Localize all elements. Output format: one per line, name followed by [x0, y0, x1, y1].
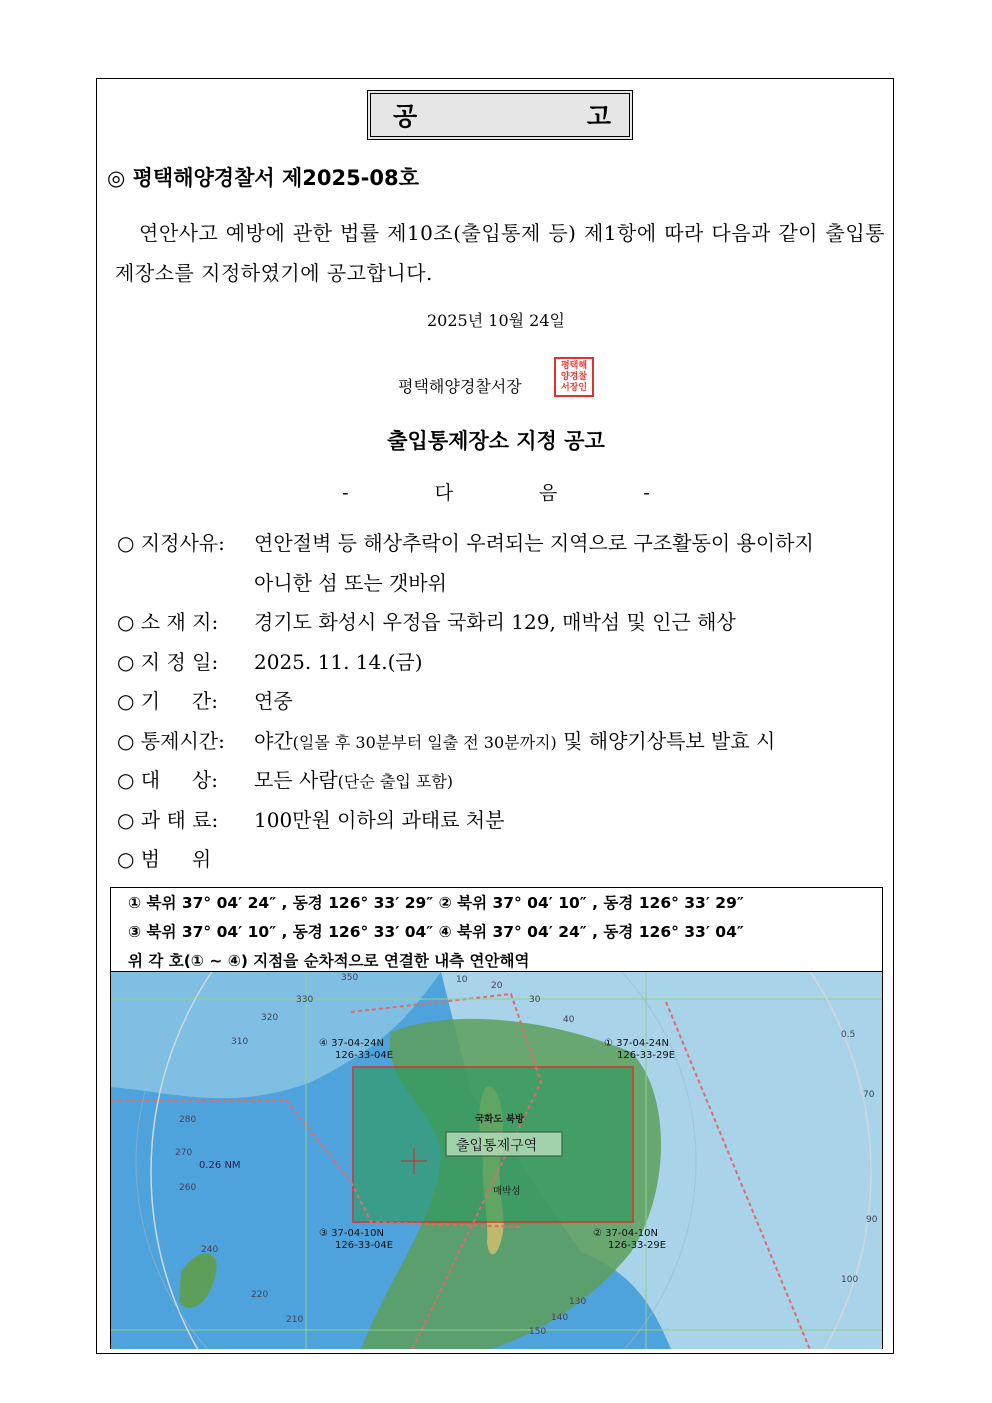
coord-line-1: ① 북위 37° 04′ 24″ , 동경 126° 33′ 29″ ② 북위 37° 04′ 10″ , 동경 126° 33′ 29″ — [128, 894, 744, 912]
point-2-a: ② 37-04-10N — [593, 1228, 659, 1239]
compass-140: 130 — [569, 1297, 587, 1307]
notice-date: 2025년 10월 24일 — [427, 311, 565, 330]
north-label: 국화도 북방 — [475, 1114, 525, 1125]
compass-280: 280 — [179, 1115, 197, 1125]
compass-210: 210 — [286, 1315, 304, 1325]
intro-paragraph: 연안사고 예방에 관한 법률 제10조(출입통제 등) 제1항에 따라 다음과 같이 출입통제장소를 지정하였기에 공고합니다. — [115, 221, 885, 285]
daum-divider: - 다 음 - — [342, 482, 650, 504]
compass-160: 150 — [529, 1327, 547, 1337]
item-date: ○ 지 정 일: 2025. 11. 14.(금) — [117, 649, 423, 674]
compass-310: 310 — [231, 1037, 249, 1047]
item-target: ○ 대 상: 모든 사람(단순 출입 포함) — [117, 768, 454, 793]
item-location: ○ 소 재 지: 경기도 화성시 우정읍 국화리 129, 매박섬 및 인근 해상 — [117, 610, 736, 635]
compass-110: 100 — [841, 1275, 859, 1285]
range-label: 0.26 NM — [199, 1160, 241, 1171]
item-time: ○ 통제시간: 야간(일몰 후 30분부터 일출 전 30분까지) 및 해양기상특보 발효 시 — [117, 728, 776, 753]
official-seal: 평택해 양경찰 서장인 — [554, 357, 594, 397]
item-period: ○ 기 간: 연중 — [117, 689, 293, 714]
coord-line-2: ③ 북위 37° 04′ 10″ , 동경 126° 33′ 04″ ④ 북위 37° 04′ 24″ , 동경 126° 33′ 04″ — [128, 923, 744, 941]
item-reason-cont: 아니한 섬 또는 갯바위 — [254, 570, 447, 595]
compass-70: 0.5 — [841, 1030, 856, 1040]
point-3-a: ③ 37-04-10N — [319, 1228, 385, 1239]
item-range: ○ 범 위 — [117, 847, 212, 872]
subtitle: 출입통제장소 지정 공고 — [387, 429, 605, 453]
item-fine: ○ 과 태 료: 100만원 이하의 과태료 처분 — [117, 807, 505, 832]
notice-number: ◎ 평택해양경찰서 제2025-08호 — [107, 166, 419, 190]
chart-map — [111, 971, 882, 1349]
compass-40: 40 — [563, 1015, 575, 1025]
compass-100: 90 — [866, 1215, 878, 1225]
point-4-b: 126-33-04E — [335, 1050, 394, 1061]
point-2-b: 126-33-29E — [608, 1240, 667, 1251]
compass-240: 240 — [201, 1245, 219, 1255]
compass-350: 350 — [341, 973, 359, 983]
island-label: 매박섬 — [493, 1186, 521, 1197]
compass-220: 220 — [251, 1290, 269, 1300]
point-4-a: ④ 37-04-24N — [319, 1038, 385, 1049]
compass-150: 140 — [551, 1313, 569, 1323]
zone-label: 출입통제구역 — [456, 1138, 538, 1154]
compass-80: 70 — [863, 1090, 875, 1100]
signer: 평택해양경찰서장 — [398, 377, 522, 396]
point-1-b: 126-33-29E — [617, 1050, 676, 1061]
compass-330: 330 — [296, 995, 314, 1005]
compass-270: 270 — [175, 1148, 193, 1158]
coord-line-3: 위 각 호(① ~ ④) 지점을 순차적으로 연결한 내측 연안해역 — [128, 952, 530, 970]
point-1-a: ① 37-04-24N — [604, 1038, 670, 1049]
notice-title — [367, 90, 633, 140]
item-reason: ○ 지정사유: 연안절벽 등 해상추락이 우려되는 지역으로 구조활동이 용이하지 — [117, 531, 814, 556]
coordinate-text — [128, 889, 744, 976]
compass-260: 260 — [179, 1183, 197, 1193]
compass-30: 30 — [529, 995, 541, 1005]
notice-items — [117, 522, 887, 878]
point-3-b: 126-33-04E — [335, 1240, 394, 1251]
compass-20: 20 — [491, 981, 503, 991]
compass-320: 320 — [261, 1013, 279, 1023]
compass-10: 10 — [456, 975, 468, 985]
title-left: 공 — [393, 102, 418, 131]
title-right: 고 — [586, 102, 611, 131]
